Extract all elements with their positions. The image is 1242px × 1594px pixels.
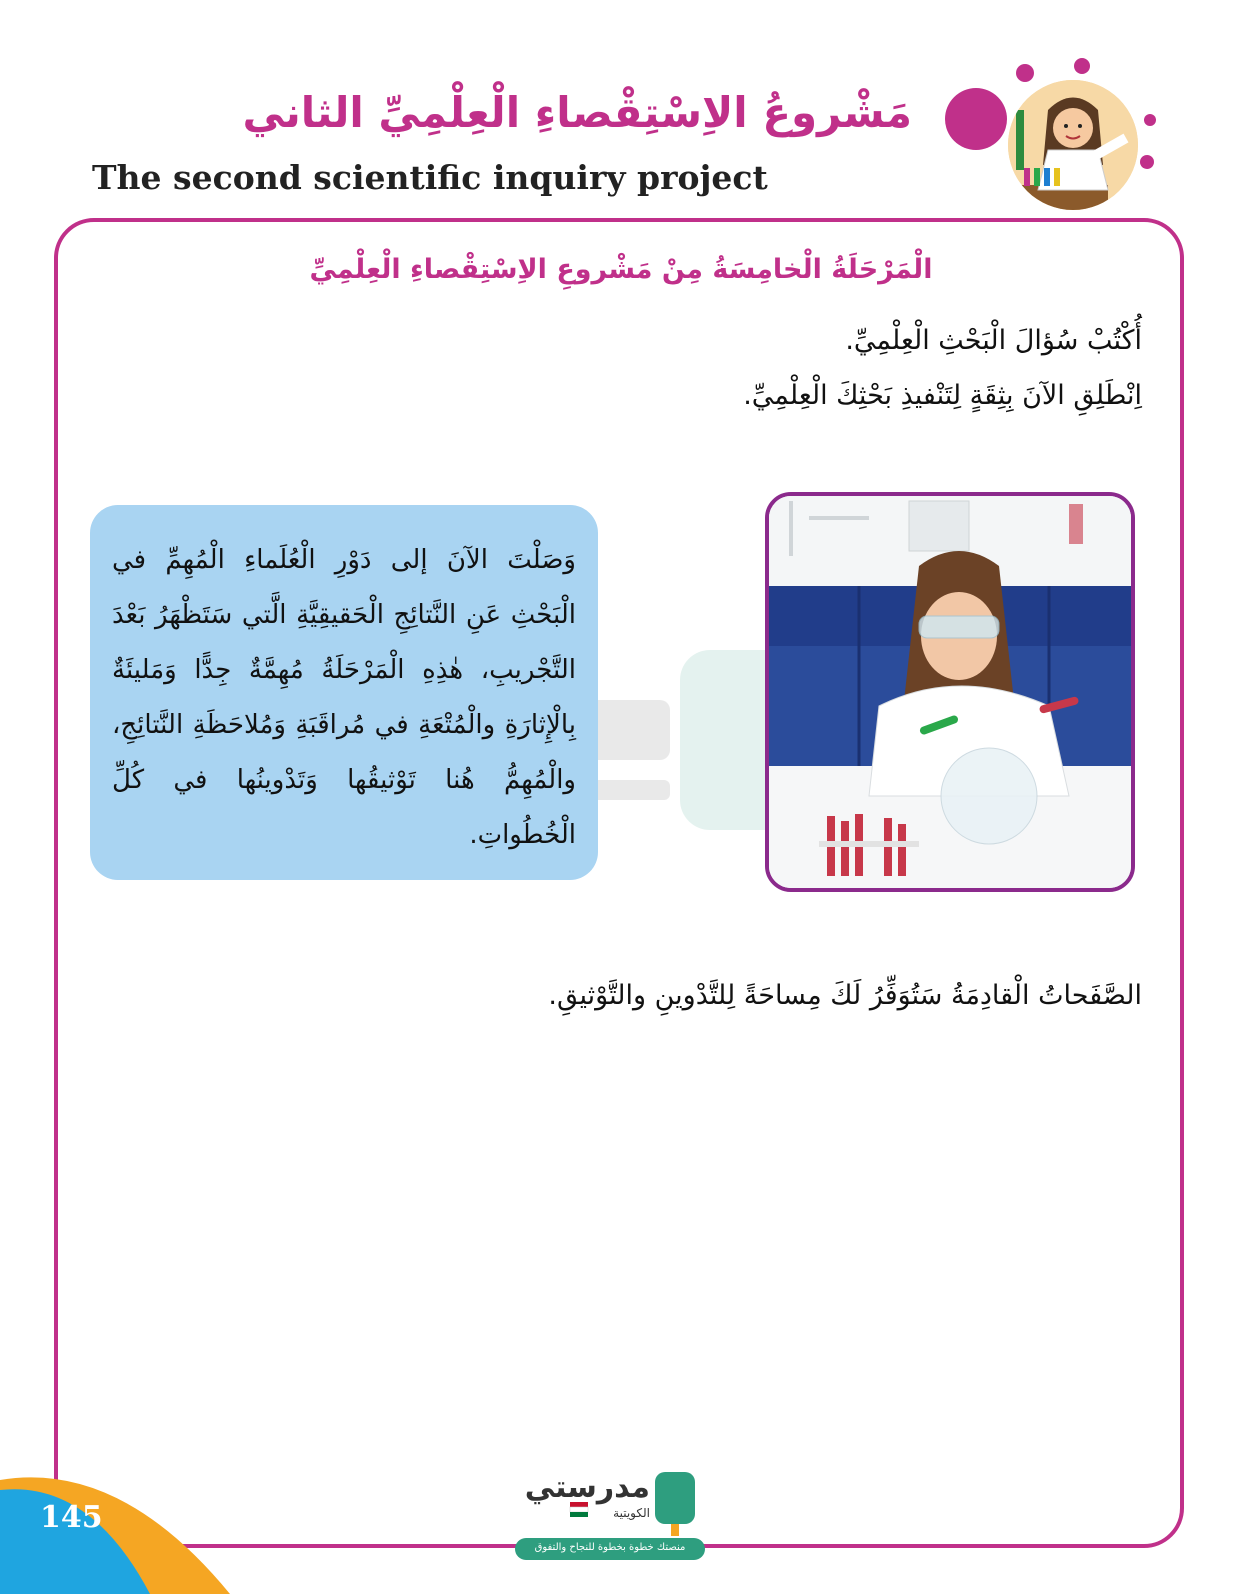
instruction-line-2: اِنْطَلِقِ الآنَ بِثِقَةٍ لِتَنْفيذِ بَحْثِكَ الْعِلْمِيِّ. (743, 380, 1142, 411)
page-title-arabic: مَشْروعُ الاِسْتِقْصاءِ الْعِلْمِيِّ الثاني (242, 88, 912, 137)
logo-tagline: منصتك خطوة بخطوة للنجاح والتفوق (534, 1542, 686, 1553)
decor-dot (945, 88, 1007, 150)
section-subtitle: الْمَرْحَلَةُ الْخامِسَةُ مِنْ مَشْروعِ الاِسْتِقْصاءِ الْعِلْمِيِّ (309, 254, 933, 285)
decor-dot (1074, 58, 1090, 74)
page-title-english: The second scientific inquiry project (92, 158, 768, 197)
scientist-girl-illustration (1008, 80, 1138, 210)
instruction-line-1: أُكْتُبْ سُؤالَ الْبَحْثِ الْعِلْمِيِّ. (845, 325, 1142, 356)
closing-sentence: الصَّفَحاتُ الْقادِمَةُ سَتُوَفِّرُ لَكَ مِساحَةً لِلتَّدْوينِ والتَّوْثيقِ. (548, 980, 1142, 1011)
decor-dot (1144, 114, 1156, 126)
logo-sub: الكويتية (613, 1506, 650, 1520)
decor-dot (1140, 155, 1154, 169)
lab-photo (765, 492, 1135, 892)
decor-dot (1016, 64, 1034, 82)
info-paragraph: وَصَلْتَ الآنَ إلى دَوْرِ الْعُلَماءِ الْمُهِمِّ في الْبَحْثِ عَنِ النَّتائِجِ الْحَقيقِيَّةِ الَّتي سَتَظْهَرُ بَعْدَ التَّجْريبِ، هٰذِهِ الْمَرْحَلَةُ مُهِمَّةٌ جِدًّا وَمَليئَةٌ بِالْإِثارَةِ والْمُتْعَةِ في مُراقَبَةِ وَمُلاحَظَةِ النَّتائِجِ، والْمُهِمُّ هُنا تَوْثيقُها وَتَدْوينُها في كُلِّ الْخُطُواتِ. (112, 545, 576, 850)
madrasati-logo (515, 1470, 705, 1570)
logo-name: مدرستي (524, 1470, 650, 1505)
page-number: 145 (40, 1500, 103, 1535)
info-box (90, 505, 598, 880)
corner-wave-decoration (0, 1450, 240, 1594)
